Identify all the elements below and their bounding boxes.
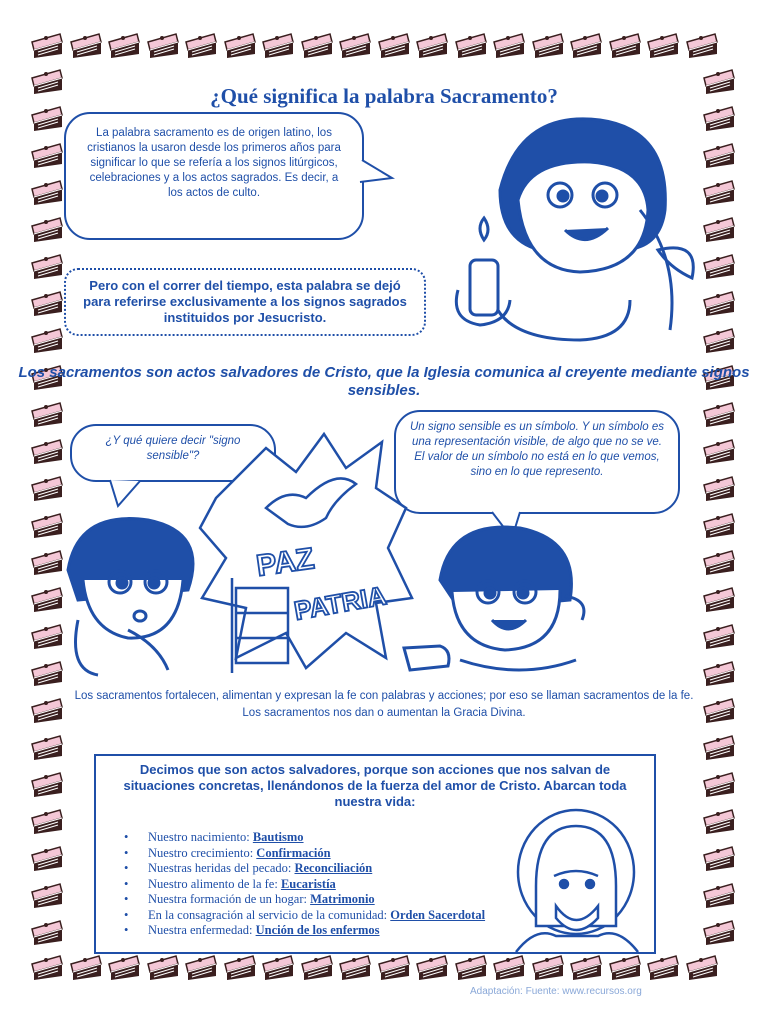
sacrament-name: Confirmación [256,845,331,860]
sacrament-name: Reconciliación [294,861,373,875]
box-intro: Decimos que son actos salvadores, porque son acciones que nos salvan de situaciones concretas, llenándonos de la fuerza del amor de Cristo. Abarcan toda nuestra vida: [123,762,627,809]
patria-word: PATRIA [291,580,389,626]
page-title: ¿Qué significa la palabra Sacramento? [210,84,558,108]
bullet: • [124,830,129,844]
bullet: • [124,892,129,906]
origin-text: La palabra sacramento es de origen latino, los cristianos la usaron desde los primeros años para significar lo que se refería a los signos litúrgicos, celebraciones y a los actos sagrados. Es decir, a los actos de culto. [87,127,341,199]
sacrament-list [124,830,485,939]
list-item [124,846,485,862]
list-item [124,923,485,939]
question-text: ¿Y qué quiere decir "signo sensible"? [105,435,241,462]
answer-text: Un signo sensible es un símbolo. Y un símbolo es una representación visible, de algo que no se ve. El valor de un símbolo no está en lo que vemos, sino en lo que represento. [410,421,664,478]
sacraments-box [94,754,656,954]
list-item [124,908,485,924]
bullet: • [124,845,129,860]
sacrament-name: Bautismo [252,830,304,844]
time-note-text: Pero con el correr del tiempo, esta palabra se dejó para referirse exclusivamente a los signos sagrados instituidos por Jesucristo. [83,278,407,325]
life-stage-label: Nuestra formación de un hogar: [148,892,311,906]
life-stage-label: Nuestro nacimiento: [148,830,253,844]
jesus-illustration [506,806,646,956]
list-item [124,877,485,893]
life-stage-label: Nuestra enfermedad: [148,923,256,937]
source-credit: Adaptación: Fuente: www.recursos.org [470,986,642,997]
sacrament-name: Orden Sacerdotal [390,907,486,922]
symbols-illustration [196,428,416,678]
bullet: • [124,861,129,875]
sacrament-definition: Los sacramentos son actos salvadores de Cristo, que la Iglesia comunica al creyente mediante signos sensibles. [18,364,750,399]
boy-illustration [58,510,208,680]
list-item [124,892,485,908]
girl-pointing-illustration [400,520,600,685]
bullet: • [124,907,129,922]
bullet: • [124,923,129,937]
sacrament-name: Eucaristía [280,876,336,891]
bullet: • [124,876,129,891]
life-stage-label: Nuestro alimento de la fe: [148,876,281,891]
sacraments-paragraph: Los sacramentos fortalecen, alimentan y expresan la fe con palabras y acciones; por eso se llaman sacramentos de la fe. Los sacramentos nos dan o aumentan la Gracia Divina. [74,690,694,719]
life-stage-label: En la consagración al servicio de la comunidad: [148,907,391,922]
list-item [124,830,485,846]
life-stage-label: Nuestras heridas del pecado: [148,861,295,875]
paz-word: PAZ [254,542,317,583]
sacrament-name: Matrimonio [310,892,375,906]
life-stage-label: Nuestro crecimiento: [148,845,257,860]
sacrament-name: Unción de los enfermos [255,923,380,937]
list-item [124,861,485,877]
